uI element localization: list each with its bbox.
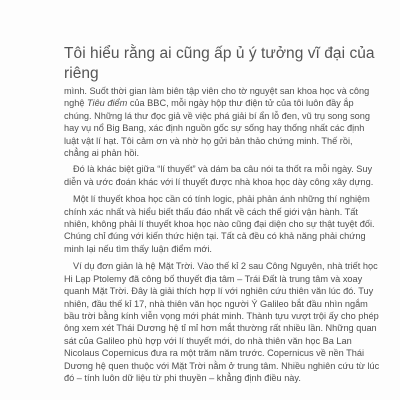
- paragraph-1: [64, 85, 380, 159]
- magazine-title: Tiêu điểm: [87, 98, 128, 109]
- paragraph-2: Đó là khác biệt giữa “lí thuyết” và dám ba câu nói ta thốt ra mỗi ngày. Suy diễn và ước đoán khác với lí thuyết được nhà khoa học dày công xây dựng.: [64, 164, 374, 187]
- lead-line: Tôi hiểu rằng ai cũng ấp ủ ý tưởng vĩ đại của riêng: [64, 45, 375, 82]
- paragraph-3: Một lí thuyết khoa học cần có tính logic, phải phản ánh những thí nghiệm chính xác nhất và hiểu biết thấu đáo nhất về cách thế giới vận hành. Tất nhiên, không phải lí thuyết khoa học nào cũng đại diện cho sự thật tuyệt đối. Chúng chỉ đúng với kiến thức hiện tại. Tất cả đều có khả năng phải chứng minh lại nếu tìm thấy luận điểm mới.: [64, 194, 375, 254]
- paragraph-1-text-a: mình. Suốt thời gian làm biên tập viên cho tờ nguyệt san khoa học và công nghệ: [64, 86, 370, 109]
- paragraph-1-text-b: của BBC, mỗi ngày hộp thư điện tử của tôi luôn đầy ắp chúng. Những lá thư đọc giả về việc phá giải bí ẩn lỗ đen, vũ trụ song song hay vụ nổ Big Bang, xác định nguồn gốc sự sống hay thống nhất các định luật vật lí hạt. Tôi cảm ơn và nhờ họ gửi bản thảo chứng minh. Thế rồi, chẳng ai phản hồi.: [64, 98, 370, 159]
- paragraph-4: Ví dụ đơn giản là hệ Mặt Trời. Vào thế kỉ 2 sau Công Nguyên, nhà triết học Hi Lạp Ptolemy đã công bố thuyết địa tâm – Trái Đất là trung tâm và xoay quanh Mặt Trời. Đây là giải thích hợp lí với nghiên cứu thiên văn lúc đó. Tuy nhiên, đầu thế kỉ 17, nhà thiên văn học người Ý Galileo bắt đầu nhìn ngắm bầu trời bằng kính viễn vọng mới phát minh. Thành tựu vượt trội ấy cho phép ông xem xét Thái Dương hệ tỉ mỉ hơn mắt thường rất nhiều lần. Những quan sát của Galileo phù hợp với lí thuyết mới, do nhà thiên văn học Ba Lan Nicolaus Copernicus đưa ra một trăm năm trước. Copernicus về nền Thái Dương hệ quen thuộc với Mặt Trời nằm ở trung tâm. Nhiều nghiên cứu từ lúc đó – tính luôn dữ liệu từ phi thuyền – khẳng định điều này.: [64, 261, 380, 383]
